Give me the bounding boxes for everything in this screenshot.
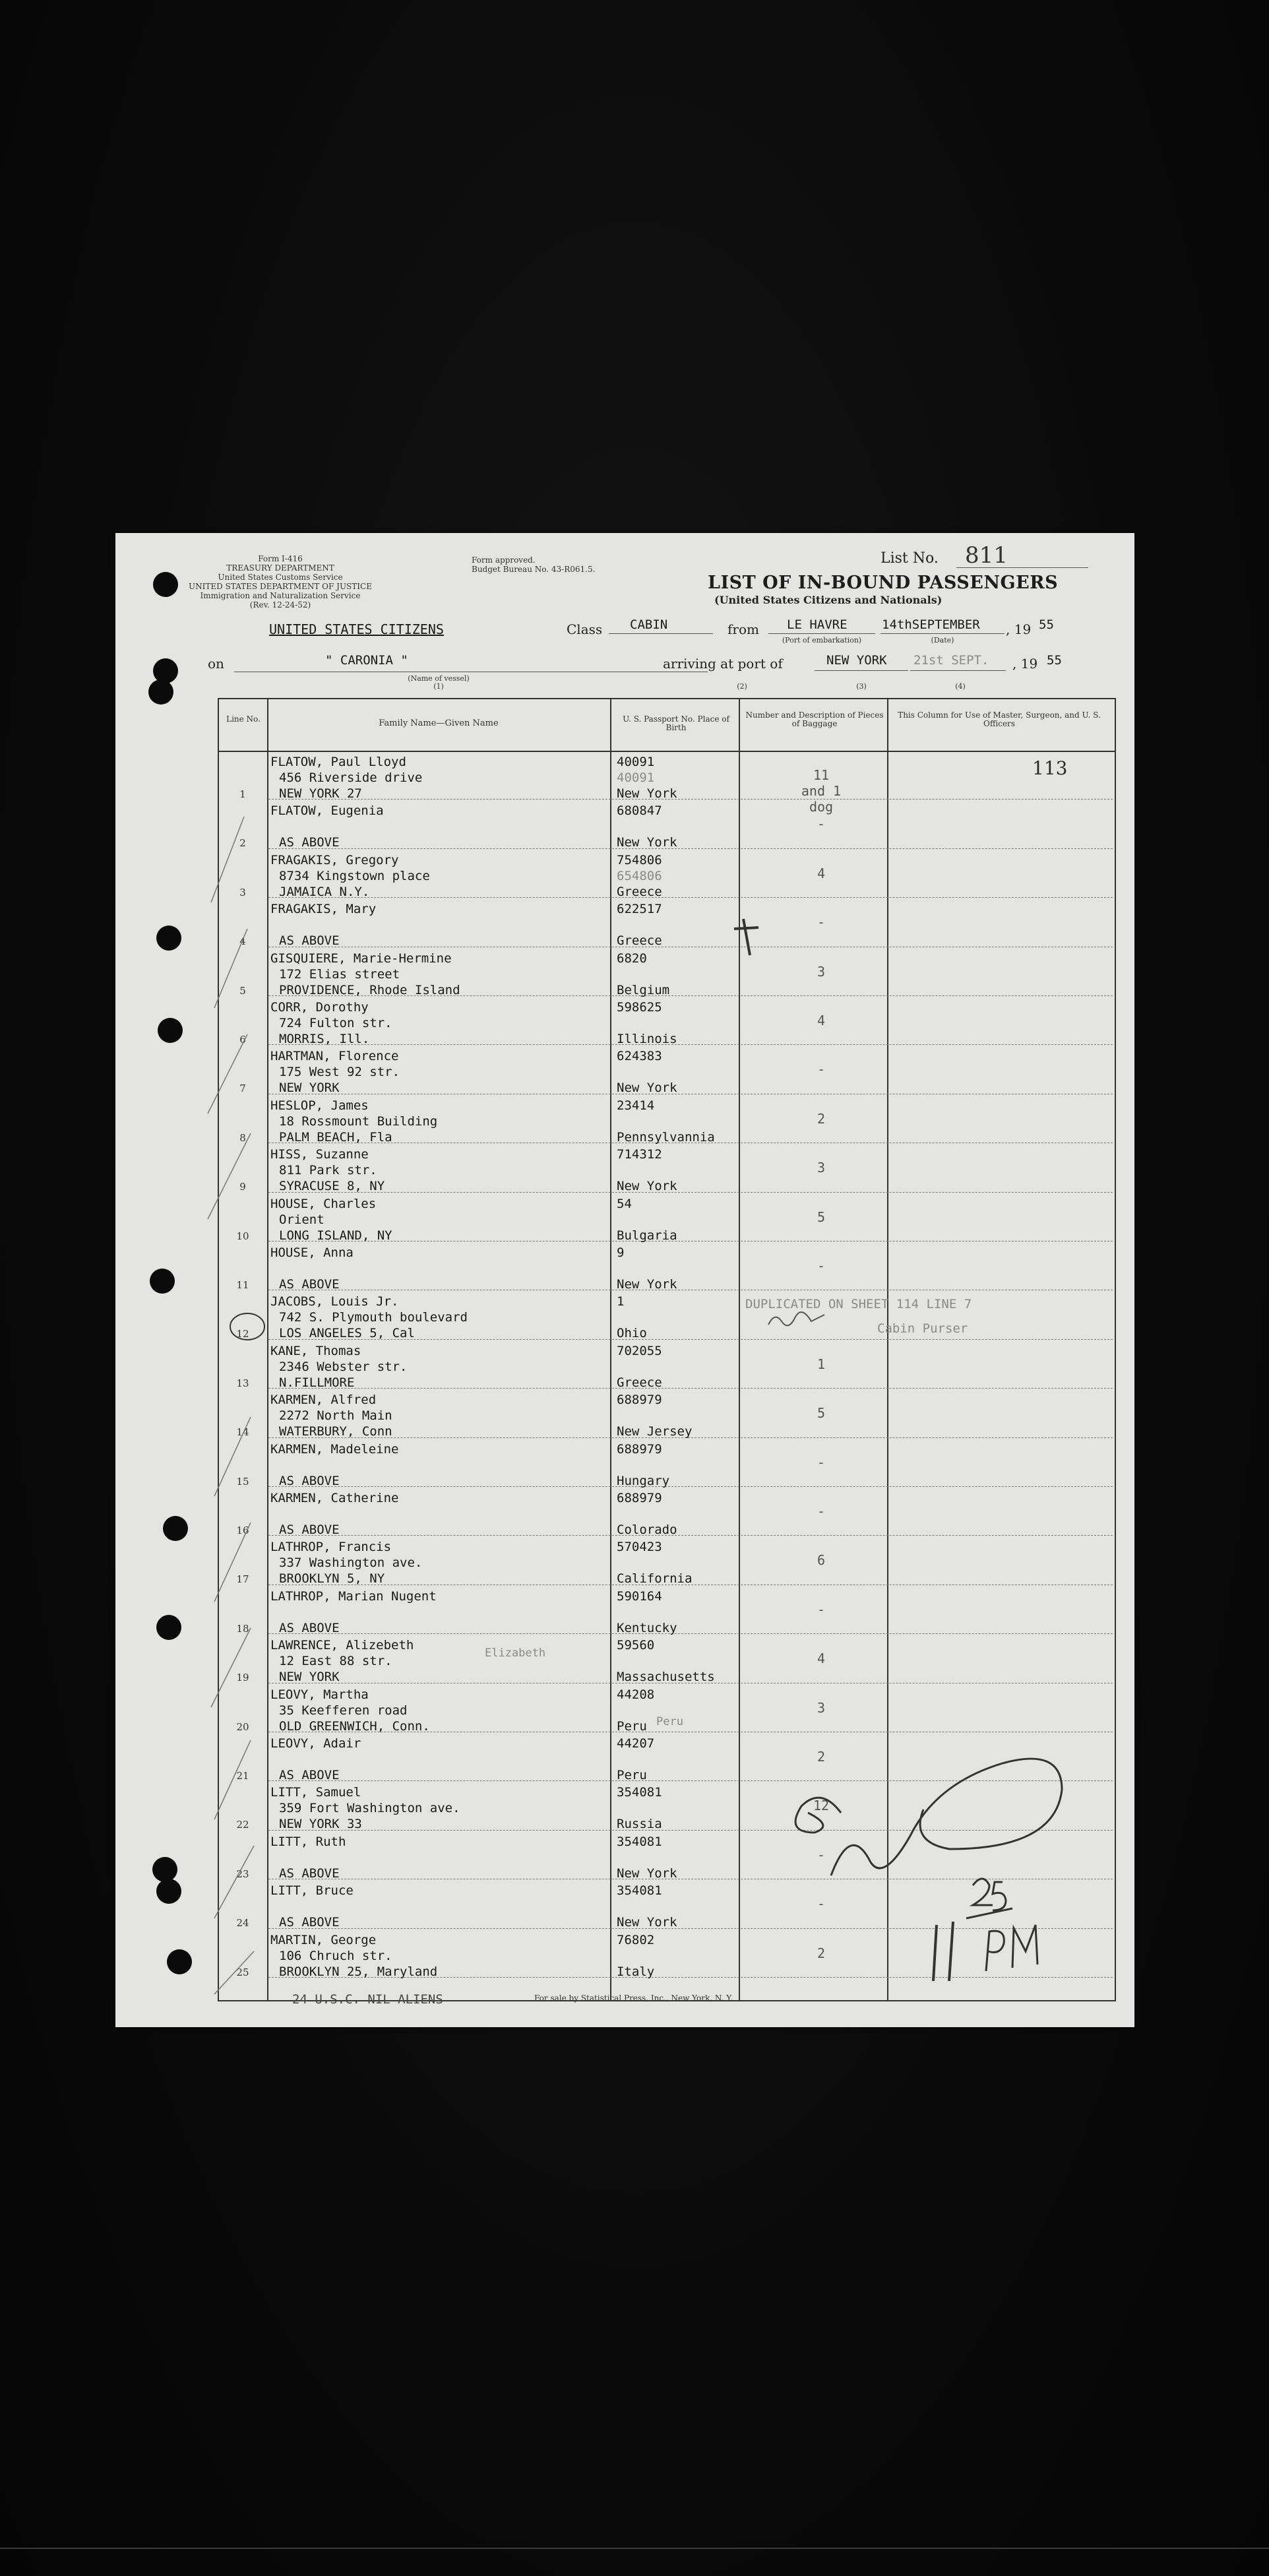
col-divider xyxy=(887,698,888,2000)
row-separator xyxy=(268,1830,1113,1831)
passenger-address: 2272 North Main xyxy=(279,1408,392,1424)
passenger-address: AS ABOVE xyxy=(279,1915,340,1930)
row-separator xyxy=(268,897,1113,898)
class-value: CABIN xyxy=(630,617,668,632)
passenger-address: 2346 Webster str. xyxy=(279,1359,408,1374)
port-caption: (Port of embarkation) xyxy=(782,636,862,644)
passenger-address: BROOKLYN 25, Maryland xyxy=(279,1964,438,1979)
passport-number: 40091 xyxy=(617,770,655,785)
passenger-name: FRAGAKIS, Mary xyxy=(270,902,377,917)
handwritten-time-text xyxy=(923,1882,927,1883)
vessel-name: " CARONIA " xyxy=(325,653,408,668)
line-number: 5 xyxy=(239,984,246,997)
passenger-address: 106 Chruch str. xyxy=(279,1948,392,1963)
passenger-address: NEW YORK 27 xyxy=(279,786,362,801)
peru-correction: Peru xyxy=(656,1715,683,1728)
citizen-category: UNITED STATES CITIZENS xyxy=(269,621,444,637)
footer-totals: 24 U.S.C. NIL ALIENS xyxy=(292,1992,443,2007)
ins-service: Immigration and Naturalization Service xyxy=(200,591,361,600)
baggage-count: 2 xyxy=(817,1945,826,1961)
place-of-birth: Russia xyxy=(617,1817,662,1832)
year-prefix-2: , 19 xyxy=(1012,656,1038,672)
passport-number: 654806 xyxy=(617,868,662,883)
passenger-name: HOUSE, Anna xyxy=(270,1245,354,1260)
col-divider xyxy=(610,698,611,2000)
list-number-value: 811 xyxy=(965,542,1008,569)
line-number: 2 xyxy=(239,837,246,850)
place-of-birth: New York xyxy=(617,1081,677,1096)
passport-number: 598625 xyxy=(617,1000,662,1015)
col-header-name: Family Name—Given Name xyxy=(379,718,499,728)
vessel-caption: (Name of vessel) xyxy=(408,674,470,683)
place-of-birth: Hungary xyxy=(617,1473,670,1488)
passport-number: 714312 xyxy=(617,1147,662,1162)
passenger-name: LAWRENCE, Alizebeth xyxy=(270,1638,414,1653)
line-number: 13 xyxy=(236,1377,249,1389)
passenger-name: GISQUIERE, Marie-Hermine xyxy=(270,951,452,966)
passport-number: 9 xyxy=(617,1245,625,1260)
line-number: 16 xyxy=(236,1524,249,1536)
place-of-birth: Massachusetts xyxy=(617,1670,715,1685)
col4-number: (4) xyxy=(955,682,966,691)
passport-number: 354081 xyxy=(617,1883,662,1899)
year-prefix-1: , 19 xyxy=(1006,621,1032,637)
film-edge-line xyxy=(0,2548,1269,2549)
class-label: Class xyxy=(567,621,603,637)
header-rule xyxy=(218,751,1115,752)
passenger-address: NEW YORK xyxy=(279,1670,340,1685)
line-number: 15 xyxy=(236,1475,249,1488)
place-of-birth: Ohio xyxy=(617,1326,647,1341)
line-number: 19 xyxy=(236,1672,249,1684)
place-of-birth: Belgium xyxy=(617,982,670,997)
col3-number: (3) xyxy=(856,682,867,691)
line-number: 14 xyxy=(236,1426,249,1439)
line-number: 7 xyxy=(239,1083,246,1095)
passenger-name: FLATOW, Paul Lloyd xyxy=(270,755,406,769)
passenger-address: 8734 Kingstown place xyxy=(279,868,430,883)
year-2: 55 xyxy=(1047,653,1062,668)
baggage-count: 3 xyxy=(817,963,826,980)
passport-number: 702055 xyxy=(617,1343,662,1358)
row-separator xyxy=(268,1535,1113,1536)
passenger-address: N.FILLMORE xyxy=(279,1375,355,1390)
place-of-birth: New York xyxy=(617,1915,677,1930)
passport-number: 570423 xyxy=(617,1540,662,1555)
passenger-name: HISS, Suzanne xyxy=(270,1147,369,1162)
line-number: 22 xyxy=(236,1819,249,1831)
purser-note: Cabin Purser xyxy=(877,1321,968,1336)
passenger-name: KARMEN, Alfred xyxy=(270,1393,377,1408)
place-of-birth: New York xyxy=(617,1179,677,1194)
officer-mark: 113 xyxy=(1032,757,1068,779)
passenger-name: LEOVY, Martha xyxy=(270,1687,369,1702)
passport-number: 622517 xyxy=(617,902,662,917)
line-number: 11 xyxy=(236,1279,249,1291)
passport-number: 590164 xyxy=(617,1588,662,1604)
passenger-name: HOUSE, Charles xyxy=(270,1196,377,1211)
line-number: 4 xyxy=(239,935,246,948)
justice-dept: UNITED STATES DEPARTMENT OF JUSTICE xyxy=(189,582,372,591)
passenger-address: AS ABOVE xyxy=(279,1523,340,1537)
passenger-address: Orient xyxy=(279,1212,325,1227)
passenger-address: 35 Keefferen road xyxy=(279,1703,408,1718)
baggage-count: - xyxy=(817,1503,826,1519)
line-number: 12 xyxy=(236,1328,249,1340)
row-separator xyxy=(268,848,1113,849)
place-of-birth: Greece xyxy=(617,1375,662,1390)
row-separator xyxy=(268,1192,1113,1193)
passenger-address: AS ABOVE xyxy=(279,1768,340,1782)
row-separator xyxy=(268,1044,1113,1045)
line-number: 21 xyxy=(236,1770,249,1782)
row-separator xyxy=(268,1780,1113,1781)
date-caption: (Date) xyxy=(931,636,954,644)
line-number: 8 xyxy=(239,1131,246,1144)
passport-number: 680847 xyxy=(617,803,662,819)
passenger-address: 742 S. Plymouth boulevard xyxy=(279,1310,468,1325)
place-of-birth: New York xyxy=(617,1866,677,1881)
col-header-baggage: Number and Description of Pieces of Baggage xyxy=(745,710,884,728)
passenger-name: LITT, Bruce xyxy=(270,1883,354,1899)
passenger-address: 359 Fort Washington ave. xyxy=(279,1801,460,1816)
place-of-birth: New York xyxy=(617,835,677,850)
row-separator xyxy=(268,1633,1113,1634)
printer-note: For sale by Statistical Press, Inc., New York, N. Y. xyxy=(534,1994,733,2003)
passenger-name: LITT, Ruth xyxy=(270,1834,346,1849)
baggage-count: 2 xyxy=(817,1110,826,1127)
passenger-name: LEOVY, Adair xyxy=(270,1736,361,1751)
line-number: 3 xyxy=(239,886,246,898)
passenger-address: BROOKLYN 5, NY xyxy=(279,1571,385,1586)
passenger-address: AS ABOVE xyxy=(279,835,340,850)
passenger-name: HARTMAN, Florence xyxy=(270,1049,399,1064)
passport-number: 688979 xyxy=(617,1491,662,1505)
passenger-name: KARMEN, Madeleine xyxy=(270,1441,399,1457)
passenger-address: 18 Rossmount Building xyxy=(279,1114,438,1129)
baggage-count: 2 xyxy=(817,1749,826,1765)
baggage-count: - xyxy=(817,1846,826,1863)
treasury-dept: TREASURY DEPARTMENT xyxy=(226,563,334,573)
line-number: 24 xyxy=(236,1917,249,1930)
line-number: 10 xyxy=(236,1230,249,1242)
from-label: from xyxy=(727,621,759,637)
baggage-count: - xyxy=(817,914,826,931)
passport-number: 76802 xyxy=(617,1932,655,1947)
passenger-name: LATHROP, Marian Nugent xyxy=(270,1588,437,1604)
passenger-address: AS ABOVE xyxy=(279,1473,340,1488)
place-of-birth: Italy xyxy=(617,1964,655,1979)
year-1: 55 xyxy=(1039,617,1054,632)
line-number: 25 xyxy=(236,1966,249,1978)
passenger-name: JACOBS, Louis Jr. xyxy=(270,1294,399,1309)
document-title: LIST OF IN-BOUND PASSENGERS xyxy=(708,573,1059,593)
passenger-address: LOS ANGELES 5, Cal xyxy=(279,1326,415,1341)
passenger-address: AS ABOVE xyxy=(279,933,340,949)
passport-number: 44207 xyxy=(617,1736,655,1751)
line-number: 20 xyxy=(236,1720,249,1733)
row-separator xyxy=(268,1388,1113,1389)
embarkation-port: LE HAVRE xyxy=(787,617,848,632)
customs-service: United States Customs Service xyxy=(218,573,343,582)
passenger-name: KANE, Thomas xyxy=(270,1343,361,1358)
passport-number: 754806 xyxy=(617,852,662,867)
baggage-count: - xyxy=(817,1061,826,1078)
passport-number: 54 xyxy=(617,1196,632,1211)
baggage-count: 6 xyxy=(817,1552,826,1569)
baggage-count: 5 xyxy=(817,1405,826,1422)
passport-number: 40091 xyxy=(617,755,655,769)
passenger-address: 172 Elias street xyxy=(279,966,400,982)
baggage-count: 4 xyxy=(817,1650,826,1667)
place-of-birth: Bulgaria xyxy=(617,1228,677,1243)
passenger-address: 175 West 92 str. xyxy=(279,1065,400,1080)
arrival-port: NEW YORK xyxy=(826,653,887,668)
baggage-count: 4 xyxy=(817,1013,826,1028)
col-header-line: Line No. xyxy=(226,714,261,724)
line-number: 23 xyxy=(236,1868,249,1880)
list-number-label: List No. xyxy=(881,550,939,567)
passenger-address: AS ABOVE xyxy=(279,1866,340,1881)
col-header-officers: This Column for Use of Master, Surgeon, and U. S. Officers xyxy=(898,710,1101,728)
place-of-birth: Colorado xyxy=(617,1523,677,1537)
passenger-address: JAMAICA N.Y. xyxy=(279,884,370,899)
place-of-birth: Illinois xyxy=(617,1032,677,1046)
place-of-birth: New York xyxy=(617,786,677,801)
place-of-birth: Greece xyxy=(617,884,662,899)
place-of-birth: California xyxy=(617,1571,693,1586)
place-of-birth: Greece xyxy=(617,933,662,949)
row-separator xyxy=(268,1928,1113,1929)
baggage-count: - xyxy=(817,1258,826,1274)
baggage-count: 1 xyxy=(817,1356,826,1372)
baggage-count: - xyxy=(817,1454,826,1470)
passenger-name: CORR, Dorothy xyxy=(270,1000,369,1015)
line-number: 6 xyxy=(239,1034,246,1046)
duplicated-note: DUPLICATED ON SHEET 114 LINE 7 xyxy=(745,1297,972,1311)
document-subtitle: (United States Citizens and Nationals) xyxy=(714,594,943,606)
passenger-name: FLATOW, Eugenia xyxy=(270,803,384,819)
passenger-address: NEW YORK 33 xyxy=(279,1817,362,1832)
baggage-count: 11 and 1 dog xyxy=(801,767,842,815)
form-number: Form I-416 xyxy=(258,554,303,563)
baggage-count: 5 xyxy=(817,1209,826,1225)
arriving-label: arriving at port of xyxy=(663,656,783,672)
passport-number: 6820 xyxy=(617,951,647,966)
place-of-birth: Kentucky xyxy=(617,1620,677,1635)
passenger-address: 811 Park str. xyxy=(279,1163,377,1178)
col-header-passport: U. S. Passport No. Place of Birth xyxy=(623,714,729,732)
vessel-col-number: (1) xyxy=(433,682,444,691)
baggage-count: 12 xyxy=(813,1798,830,1814)
line-number: 1 xyxy=(239,788,246,800)
passenger-address: PALM BEACH, Fla xyxy=(279,1129,392,1145)
passport-number: 688979 xyxy=(617,1393,662,1408)
col2-number: (2) xyxy=(737,682,747,691)
on-label: on xyxy=(208,656,224,672)
col-divider xyxy=(739,698,740,2000)
elizabeth-correction: Elizabeth xyxy=(485,1647,546,1660)
passenger-address: SYRACUSE 8, NY xyxy=(279,1179,385,1194)
baggage-count: 4 xyxy=(817,865,826,881)
baggage-count: 3 xyxy=(817,1699,826,1716)
arrival-date: 21st SEPT. xyxy=(913,653,989,668)
embarkation-date: 14thSEPTEMBER xyxy=(882,617,980,632)
manifest-table xyxy=(115,533,1134,2027)
passenger-address: 724 Fulton str. xyxy=(279,1016,392,1030)
passenger-name: HESLOP, James xyxy=(270,1098,369,1113)
place-of-birth: Peru xyxy=(617,1718,647,1734)
passenger-name: LATHROP, Francis xyxy=(270,1540,392,1555)
baggage-count: - xyxy=(817,1896,826,1912)
baggage-count: - xyxy=(817,816,826,832)
line-number: 9 xyxy=(239,1181,246,1193)
passenger-name: LITT, Samuel xyxy=(270,1785,361,1800)
approval-line: Form approved. xyxy=(472,555,536,565)
passenger-address: WATERBURY, Conn xyxy=(279,1424,392,1439)
passenger-address: 456 Riverside drive xyxy=(279,770,423,785)
row-separator xyxy=(268,799,1113,800)
place-of-birth: Pennsylvannia xyxy=(617,1129,715,1145)
passenger-address: AS ABOVE xyxy=(279,1620,340,1635)
passenger-address: AS ABOVE xyxy=(279,1277,340,1292)
col-divider xyxy=(267,698,268,2000)
passenger-name: FRAGAKIS, Gregory xyxy=(270,852,399,867)
place-of-birth: Peru xyxy=(617,1768,647,1782)
form-revision: (Rev. 12-24-52) xyxy=(249,600,311,610)
baggage-count: 3 xyxy=(817,1160,826,1176)
passenger-address: LONG ISLAND, NY xyxy=(279,1228,392,1243)
passenger-address: OLD GREENWICH, Conn. xyxy=(279,1718,430,1734)
passport-number: 59560 xyxy=(617,1638,655,1653)
passport-number: 354081 xyxy=(617,1785,662,1800)
line-number: 17 xyxy=(236,1573,249,1586)
passport-number: 624383 xyxy=(617,1049,662,1064)
passport-number: 1 xyxy=(617,1294,625,1309)
passport-number: 688979 xyxy=(617,1441,662,1457)
passport-number: 354081 xyxy=(617,1834,662,1849)
passenger-address: PROVIDENCE, Rhode Island xyxy=(279,982,460,997)
place-of-birth: New York xyxy=(617,1277,677,1292)
passenger-address: 12 East 88 str. xyxy=(279,1654,392,1669)
baggage-count: - xyxy=(817,1601,826,1618)
row-separator xyxy=(268,1486,1113,1487)
place-of-birth: New Jersey xyxy=(617,1424,693,1439)
budget-bureau-line: Budget Bureau No. 43-R061.5. xyxy=(472,565,596,574)
passenger-name: MARTIN, George xyxy=(270,1932,377,1947)
passport-number: 23414 xyxy=(617,1098,655,1113)
passenger-address: 337 Washington ave. xyxy=(279,1555,423,1571)
passenger-address: MORRIS, Ill. xyxy=(279,1032,370,1046)
passport-number: 44208 xyxy=(617,1687,655,1702)
line-number: 18 xyxy=(236,1622,249,1635)
passenger-name: KARMEN, Catherine xyxy=(270,1491,399,1505)
passenger-address: NEW YORK xyxy=(279,1081,340,1096)
